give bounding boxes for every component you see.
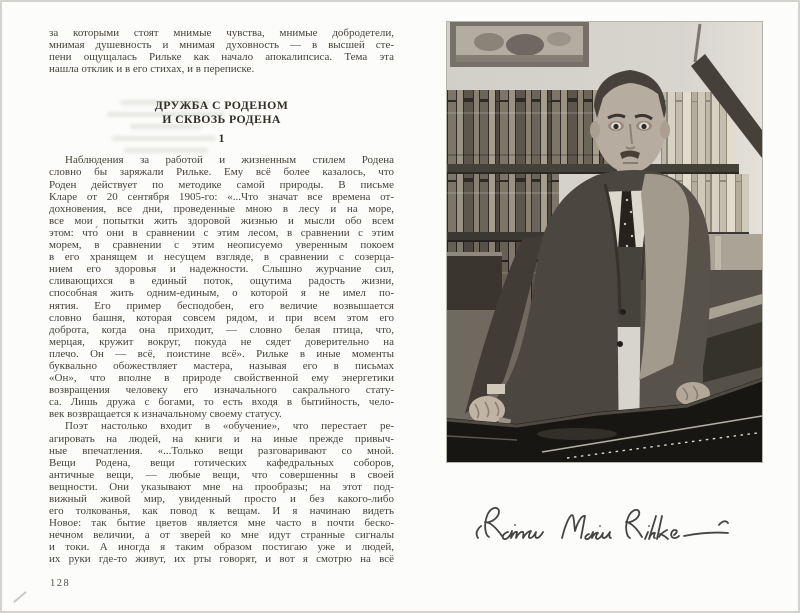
chapter-heading-line1: ДРУЖБА С РОДЕНОМ	[154, 98, 289, 113]
rilke-signature	[468, 492, 748, 554]
photo-illustration	[447, 22, 762, 462]
text-line: мерцая, кружит вокруг, покуда не сядет доверительно на	[49, 335, 394, 348]
text-line: словно башня, которая совсем рядом, и при всем этом его	[49, 311, 394, 324]
chapter-heading-line2: И СКВОЗЬ РОДЕНА	[162, 111, 281, 126]
signature-drawing	[468, 492, 748, 554]
text-line: дохновения, все дни, проведенные мною в лесу и на море,	[49, 202, 394, 215]
text-line: сливающихся в единый поток, ощутима радость жизни,	[49, 275, 394, 288]
text-line: «Он», что вполне в природе свойственной ему энергетики	[49, 372, 394, 385]
text-line: морем, в сравнении с этим неописуемо уверенным покоем	[49, 239, 394, 252]
text-line: мнимая душевность и мнимая духовность — в высшей сте-	[49, 39, 394, 52]
text-line: Наблюдения за работой и жизненным стилем Родена	[65, 154, 394, 167]
text-line: античные вещи, — любые вещи, что совершенны в своей	[49, 468, 394, 481]
text-line: его толкованья, как повод к вещам. И я начинаю видеть	[49, 505, 394, 518]
text-line: вижный живой мир, увиденный просто и без какого-либо	[49, 493, 394, 505]
text-line: возвращения человеку его изначального сакрального стату-	[49, 384, 394, 397]
page-number: 128	[50, 578, 71, 589]
text-line: их руки где-то живут, их рты говорят, и вот я смотрю на всё	[49, 553, 394, 566]
text-line: вещности. Они указывают мне на прообразы; на этот под-	[49, 480, 394, 493]
text-line: доброта, когда она приходит, — словно белая птица, что,	[49, 323, 394, 336]
text-line: этом: что́ они в сравнении с этим лесом, в сравнении с этим	[49, 226, 394, 239]
text-line: в его хранящем и несущем взгляде, в сравнении с созерца-	[49, 251, 394, 264]
text-line: Новое: так бытие цветов является мне часто в почти беско-	[49, 517, 394, 530]
text-line: плечо. Он — всё, поистине всё». Рильке в иные моменты	[49, 347, 394, 360]
text-line: пени ощущалась Рильке как начало апокалипсиса. Тема эта	[49, 51, 394, 64]
text-line: век возвращается к изначальному своему статусу.	[49, 408, 282, 421]
text-line: ные впечатления. «...Только вещи разговаривают со мной.	[49, 444, 394, 457]
text-line: за которыми стоят мнимые чувства, мнимые добродетели,	[49, 27, 394, 39]
text-line: способная жить одним-единым, о которой я не имел по-	[49, 287, 394, 300]
text-line: агировать на людей, на книги и на иные прежде привыч-	[49, 432, 394, 445]
left-page-text-column	[49, 27, 394, 566]
text-line: Поэт настолько входит в «обучение», что перестает ре-	[65, 420, 394, 433]
text-line: нечном величии, а от зверей ко мне идут странные сигналы	[49, 529, 394, 542]
text-line: Кларе от 20 сентября 1905-го: «...Что значат все времена от-	[49, 190, 394, 203]
text-line: Вещи Родена, вещи готических кафедральных соборов,	[49, 456, 394, 469]
wall-picture	[450, 22, 589, 67]
body-paragraph-1	[49, 154, 394, 420]
text-line: все мои попытки жить здоровой жизнью и мысли обо всем	[49, 214, 394, 227]
text-line: словно бы заряжали Рильке. Ему всё более казалось, что	[49, 166, 394, 179]
text-line: нятия. Его пример бесподобен, его величие возвышается	[49, 299, 394, 312]
body-paragraph-2	[49, 420, 394, 565]
text-line: буквально обожествляет мастера, называя его в письмах	[49, 359, 394, 372]
text-line: Роден действует по методике самой природы. В письме	[49, 178, 394, 191]
text-line: и токи. А иногда я таким образом постигаю уже и людей,	[49, 541, 394, 554]
intro-paragraph	[49, 27, 394, 75]
text-line: нашла отклик и в его стихах, и в переписке.	[49, 63, 255, 76]
text-line: са. Лишь дружа с богами, то есть входя в бытийность, чело-	[49, 396, 394, 409]
chapter-heading	[49, 99, 394, 126]
section-number: 1	[218, 131, 225, 146]
text-line: нием его здоровья и надежности. Слышно журчание сил,	[49, 263, 394, 276]
rilke-portrait-photo	[447, 22, 762, 462]
scan-artifact	[13, 591, 27, 603]
